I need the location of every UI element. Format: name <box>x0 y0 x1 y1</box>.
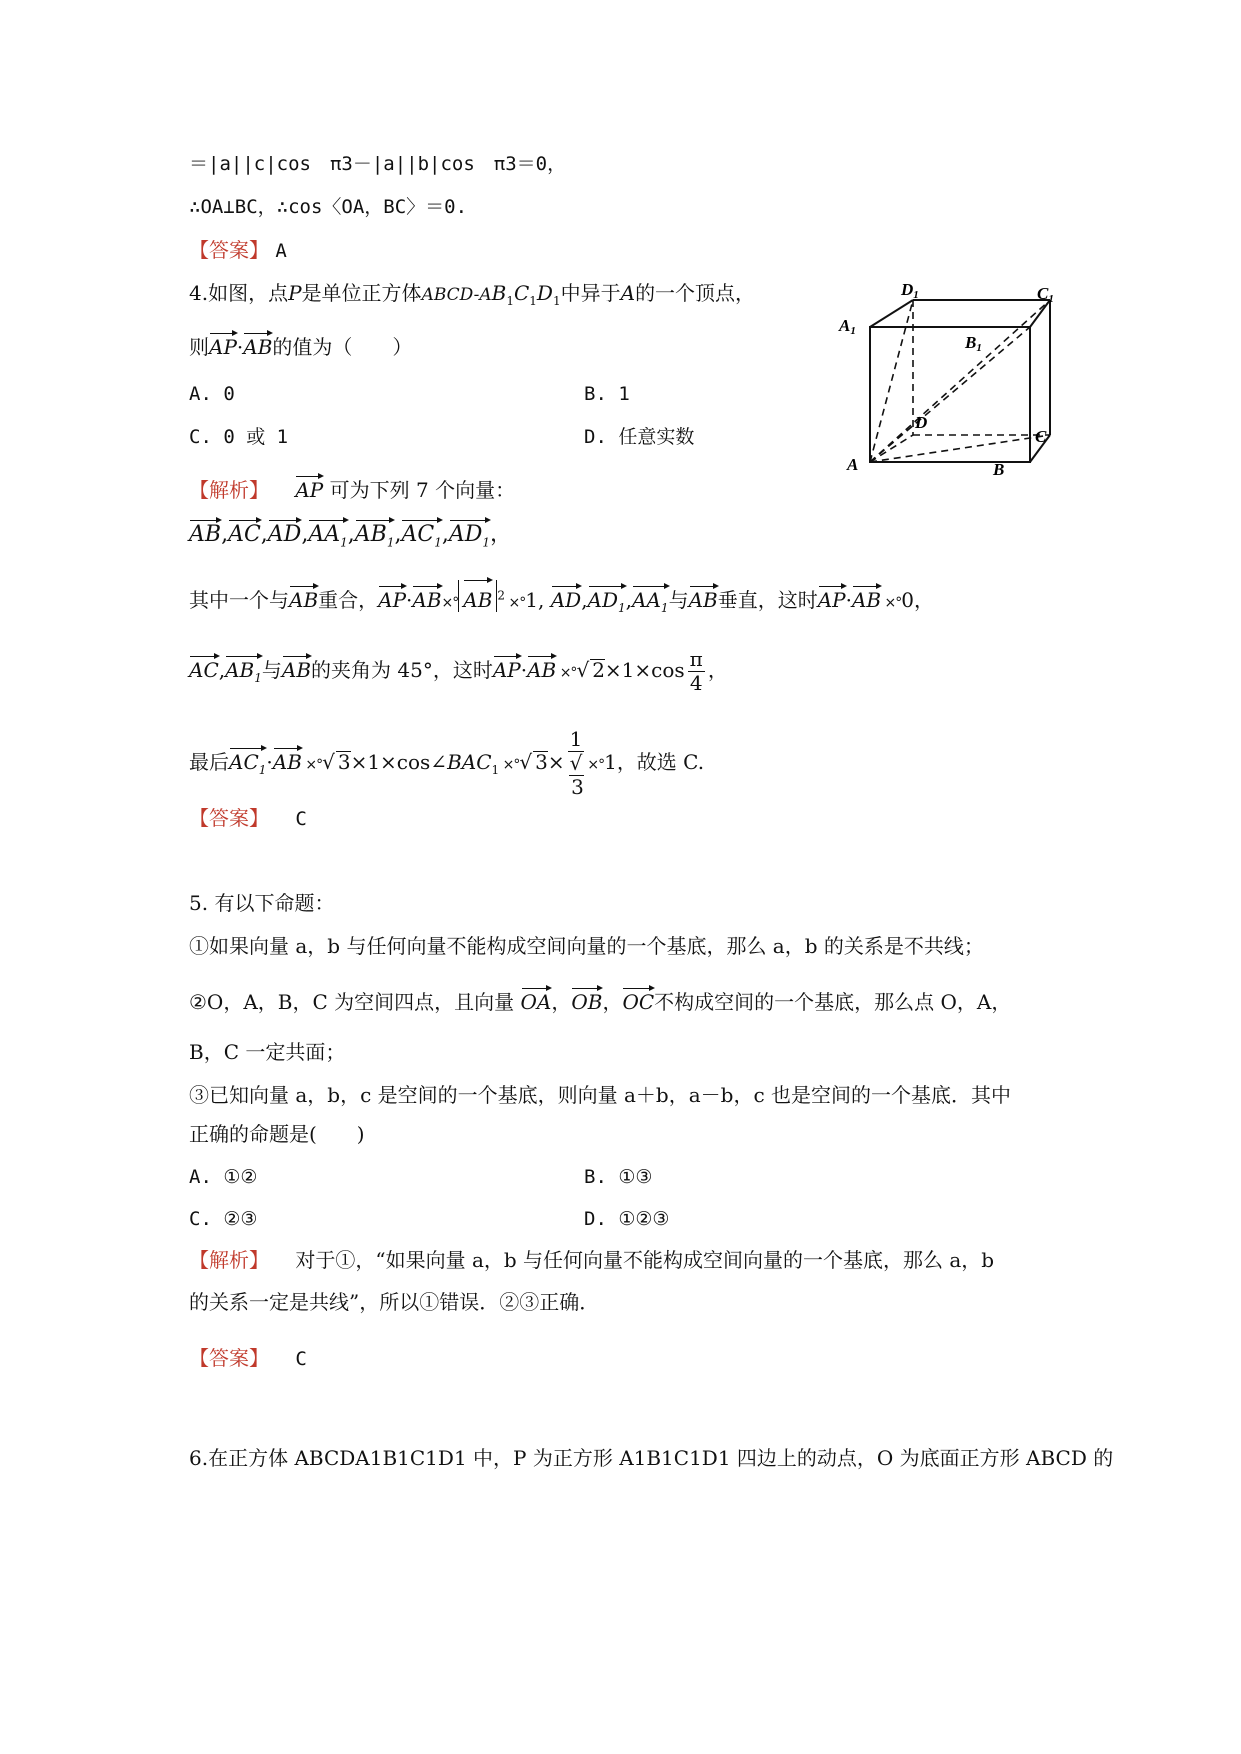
option-d: D. 任意实数 <box>584 426 695 448</box>
q4-analysis-4: $AC,AB_1$与AB的夹角为 45°，这时AP·AB ×°√ 2×1×cos $\frac{\pi}{4}$ ， <box>189 647 728 695</box>
q4-analysis-3: 其中一个与AB重合，AP·AB×° AB $^2$ ×°1, $AD,AD_1,AA_1$与AB垂直，这时AP·AB ×°0， <box>189 580 934 614</box>
answer-value: C <box>295 808 307 830</box>
q5-analysis-2: 的关系一定是共线”，所以①错误．②③正确． <box>189 1290 600 1314</box>
answer-label: 【答案】 <box>189 806 269 830</box>
label-A: A <box>847 455 859 474</box>
q5-answer-row <box>189 1348 307 1369</box>
answer-value: C <box>295 1348 307 1370</box>
label-D: D <box>915 413 928 432</box>
q3-answer-row <box>189 240 287 261</box>
label-C: C <box>1035 427 1047 446</box>
q4-analysis-5: 最后$AC_1\cdot AB$ ×°√ $3\times 1\times\cos\angle BAC_1$ ×°√ 3× 1 √ 3 ×°1，故选 C. <box>189 727 705 799</box>
answer-label: 【答案】 <box>189 238 269 262</box>
q5-statement-2: ②O，A，B，C 为空间四点，且向量 OA，OB，OC不构成空间的一个基底，那么点 O，A， <box>189 990 1012 1014</box>
q6-stem: 6.在正方体 ABCDA1B1C1D1 中，P 为正方形 A1B1C1D1 四边上的动点，O 为底面正方形 ABCD 的 <box>189 1446 1114 1470</box>
equation-line: ＝|a||c|cos π3－|a||b|cos π3＝0， <box>189 153 567 175</box>
label-C1: C1 <box>1037 284 1054 305</box>
q4-answer-row <box>189 808 307 829</box>
q5-options-row-2 <box>189 1208 669 1229</box>
q4-question: 则AP·AB的值为（ ） <box>189 335 413 359</box>
q5-statement-4: 正确的命题是( ) <box>189 1122 365 1146</box>
answer-label: 【答案】 <box>189 1346 269 1370</box>
q4-options-row-1 <box>189 383 630 404</box>
analysis-label: 【解析】 <box>189 478 269 502</box>
q5-statement-1: ①如果向量 a，b 与任何向量不能构成空间向量的一个基底，那么 a，b 的关系是不共线； <box>189 934 984 958</box>
conclusion-line: ∴OA⊥BC，∴cos〈OA，BC〉＝0. <box>189 196 468 218</box>
label-B1: B1 <box>965 333 982 354</box>
label-D1: D1 <box>901 280 919 301</box>
option-b: B. 1 <box>584 383 630 405</box>
q5-statement-2b: B，C 一定共面； <box>189 1040 346 1064</box>
q4-stem: 4.如图，点P是单位正方体ABCD-$AB_1C_1D_1$中异于A的一个顶点， <box>189 281 756 308</box>
option-a: A. ①② <box>189 1166 258 1188</box>
label-B: B <box>993 460 1005 475</box>
analysis-label: 【解析】 <box>189 1248 269 1272</box>
option-c: C. 0 或 1 <box>189 426 289 448</box>
q4-options-row-2 <box>189 426 694 447</box>
q5-stem: 5. 有以下命题： <box>189 891 335 915</box>
q5-options-row-1 <box>189 1166 652 1187</box>
option-d: D. ①②③ <box>584 1208 670 1230</box>
cube-figure <box>835 275 1070 475</box>
label-A1: A1 <box>839 316 856 337</box>
option-b: B. ①③ <box>584 1166 653 1188</box>
answer-value: A <box>275 240 287 262</box>
q4-analysis-1: 【解析】 AP 可为下列 7 个向量： <box>189 478 516 502</box>
option-a: A. 0 <box>189 383 235 405</box>
option-c: C. ②③ <box>189 1208 258 1230</box>
q4-vector-list: $AB,AC,AD,AA_1,AB_1,AC_1,AD_1$， <box>189 522 513 550</box>
q5-statement-3: ③已知向量 a，b，c 是空间的一个基底，则向量 a＋b，a－b，c 也是空间的一个基底．其中 <box>189 1083 1012 1107</box>
q5-analysis-1: 【解析】 对于①，“如果向量 a，b 与任何向量不能构成空间向量的一个基底，那么 a，b <box>189 1248 995 1272</box>
